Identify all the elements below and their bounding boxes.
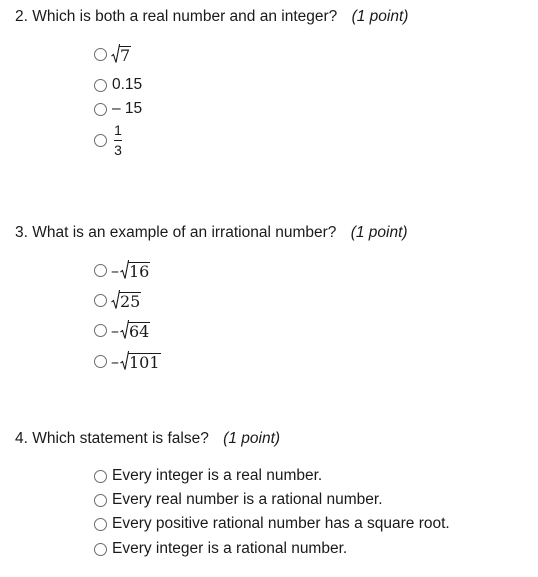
square-root-symbol [111, 44, 131, 64]
q4-option-2[interactable] [94, 491, 383, 509]
fraction-bar [114, 140, 122, 141]
fraction-denominator: 3 [114, 142, 122, 158]
q4-option-1[interactable] [94, 467, 322, 485]
negative-sign: – [111, 321, 119, 340]
question-points: (1 point) [351, 8, 409, 25]
radio-button[interactable] [94, 134, 107, 147]
fraction [114, 123, 122, 158]
question-number: 2. [15, 8, 28, 25]
option-label: Every positive rational number has a square root. [112, 515, 450, 532]
square-root-symbol [120, 260, 150, 280]
radio-button[interactable] [94, 48, 107, 61]
q2-option-3[interactable] [94, 100, 142, 118]
math-expression [111, 260, 150, 280]
math-expression [111, 290, 141, 310]
option-label: Every real number is a rational number. [112, 491, 383, 508]
q4-option-3[interactable] [94, 515, 450, 533]
option-label: Every integer is a real number. [112, 467, 323, 484]
question-3-prompt [15, 224, 408, 242]
square-root-symbol [111, 290, 141, 310]
radio-button[interactable] [94, 294, 107, 307]
radio-button[interactable] [94, 324, 107, 337]
q3-option-1[interactable] [94, 260, 150, 280]
question-4-prompt [15, 430, 280, 448]
square-root-symbol [120, 320, 150, 340]
question-text: What is an example of an irrational number? [32, 224, 337, 241]
radicand: 16 [129, 262, 150, 281]
radio-button[interactable] [94, 355, 107, 368]
radicand: 64 [129, 322, 150, 341]
radio-button[interactable] [94, 264, 107, 277]
radio-button[interactable] [94, 103, 107, 116]
fraction-numerator: 1 [114, 122, 122, 138]
q2-option-1[interactable] [94, 44, 131, 64]
option-label: Every integer is a rational number. [112, 540, 348, 557]
radio-button[interactable] [94, 518, 107, 531]
math-expression [111, 351, 161, 371]
option-label: – 15 [112, 100, 143, 117]
option-label: 0.15 [112, 76, 143, 93]
radicand: 7 [120, 46, 131, 65]
q2-option-2[interactable] [94, 76, 142, 94]
q4-option-4[interactable] [94, 540, 347, 558]
q2-option-4[interactable] [94, 123, 122, 158]
question-2-prompt [15, 8, 408, 26]
question-number: 3. [15, 224, 28, 241]
question-points: (1 point) [223, 430, 281, 447]
radio-button[interactable] [94, 494, 107, 507]
radio-button[interactable] [94, 470, 107, 483]
math-expression [111, 44, 131, 64]
math-expression [111, 320, 150, 340]
question-number: 4. [15, 430, 28, 447]
radicand: 101 [129, 353, 160, 372]
question-text: Which statement is false? [32, 430, 209, 447]
q3-option-2[interactable] [94, 290, 141, 310]
radio-button[interactable] [94, 543, 107, 556]
negative-sign: – [111, 352, 119, 371]
radicand: 25 [120, 292, 141, 311]
question-text: Which is both a real number and an integer? [32, 8, 338, 25]
negative-sign: – [111, 261, 119, 280]
q3-option-3[interactable] [94, 320, 150, 340]
question-points: (1 point) [350, 224, 408, 241]
q3-option-4[interactable] [94, 351, 161, 371]
square-root-symbol [120, 351, 161, 371]
radio-button[interactable] [94, 79, 107, 92]
